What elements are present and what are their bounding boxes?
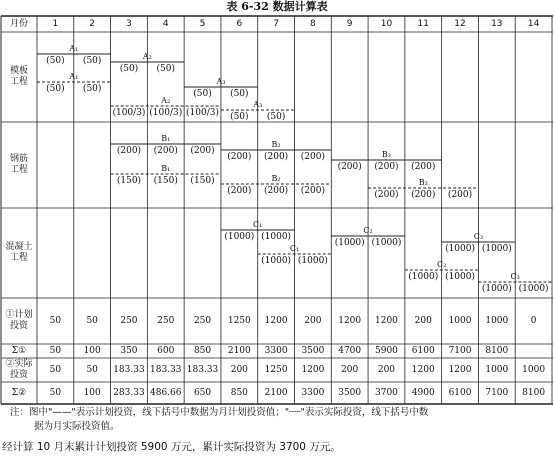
formwork-actual-bar-value: (100/3) <box>112 108 146 118</box>
formwork-plan-bar-label: A₂ <box>142 52 152 61</box>
plan-cumulative: 6100 <box>411 345 435 356</box>
header-month: 1 <box>52 19 59 29</box>
rebar-plan-bar-value: (200) <box>263 152 289 162</box>
row-label-plan-sum: Σ① <box>11 345 27 356</box>
plan-cumulative: 3500 <box>301 345 325 356</box>
concrete-actual-bar-value: (1000) <box>408 272 439 282</box>
plan-cumulative: 4700 <box>338 345 362 356</box>
rebar-plan-bar-value: (200) <box>411 162 436 172</box>
actual-value: 1200 <box>448 364 472 375</box>
rebar-plan-bar-value: (200) <box>337 162 362 172</box>
actual-cumulative: 850 <box>230 387 248 398</box>
concrete-actual-bar-value: (1000) <box>518 284 549 294</box>
formwork-plan-bar-value: (50) <box>82 56 102 66</box>
actual-value: 200 <box>341 364 359 375</box>
note-line-2: 据为月实际投资值。 <box>34 421 120 432</box>
rebar-plan-bar-value: (200) <box>300 152 325 162</box>
rebar-plan-bar-value: (200) <box>116 146 142 156</box>
plan-cumulative: 100 <box>83 345 101 356</box>
plan-cumulative: 7100 <box>448 345 472 356</box>
formwork-plan-bar-value: (50) <box>46 56 65 66</box>
footer-summary: 经计算 10 月末累计计划投资 5900 万元，累计实际投资为 3700 万元。 <box>2 441 341 453</box>
concrete-plan-bar-value: (1000) <box>481 244 512 254</box>
plan-cumulative: 2100 <box>227 345 251 356</box>
header-month: 5 <box>199 19 206 29</box>
rebar-actual-bar-value: (200) <box>374 190 399 200</box>
actual-value: 1000 <box>485 364 509 375</box>
plan-cumulative: 850 <box>193 345 212 356</box>
row-label-concrete: 混凝土 <box>5 242 33 252</box>
plan-value: 0 <box>530 315 537 326</box>
concrete-actual-bar-value: (1000) <box>481 284 512 294</box>
plan-value: 1000 <box>485 315 509 326</box>
rebar-actual-bar-value: (200) <box>227 186 252 196</box>
formwork-actual-bar-value: (50) <box>82 84 102 94</box>
plan-value: 200 <box>414 315 432 326</box>
header-month: 9 <box>346 19 353 29</box>
actual-value: 50 <box>49 364 62 375</box>
concrete-plan-bar-value: (1000) <box>261 232 292 242</box>
table-title: 表 6-32 数据计算表 <box>226 0 328 13</box>
plan-cumulative: 50 <box>49 345 62 356</box>
header-month: 4 <box>162 19 169 29</box>
concrete-actual-bar-label: C₂ <box>436 260 447 269</box>
concrete-plan-bar-value: (1000) <box>224 232 255 242</box>
concrete-plan-bar-label: C₁ <box>253 220 263 229</box>
row-label-plan: 投资 <box>9 321 29 331</box>
formwork-plan-bar-value: (50) <box>193 89 212 99</box>
formwork-actual-bar-value: (100/3) <box>149 108 183 118</box>
actual-cumulative: 486.66 <box>150 387 182 398</box>
rebar-actual-bar-value: (150) <box>190 176 215 186</box>
actual-value: 1000 <box>522 364 546 375</box>
note-line-1: 注：图中"——"表示计划投资，线下括号中数据为月计划投资值；"┄┄"表示实际投资，线下括号中数 <box>10 407 429 418</box>
plan-value: 1250 <box>227 315 251 326</box>
actual-value: 200 <box>230 364 248 375</box>
plan-value: 200 <box>304 315 322 326</box>
formwork-plan-bar-value: (50) <box>119 64 139 74</box>
row-label-formwork: 工程 <box>9 77 29 87</box>
actual-value: 1200 <box>411 364 435 375</box>
concrete-actual-bar-label: C₃ <box>510 272 520 281</box>
concrete-plan-bar-label: C₂ <box>363 226 373 235</box>
actual-value: 50 <box>86 364 98 375</box>
actual-cumulative: 650 <box>193 387 212 398</box>
plan-value: 250 <box>157 315 175 326</box>
formwork-actual-bar-label: A₂ <box>161 96 171 105</box>
actual-value: 183.33 <box>150 364 182 375</box>
plan-value: 50 <box>86 315 98 326</box>
header-month: 3 <box>126 19 132 29</box>
header-month: 10 <box>380 19 393 29</box>
concrete-actual-bar-value: (1000) <box>297 256 328 266</box>
actual-cumulative: 3300 <box>301 387 325 398</box>
row-label-formwork: 模板 <box>9 66 29 76</box>
row-label-rebar: 工程 <box>9 165 29 175</box>
actual-value: 183.33 <box>113 364 145 375</box>
actual-cumulative: 3700 <box>375 387 398 398</box>
formwork-plan-bar-value: (50) <box>156 64 175 74</box>
header-month-label: 月份 <box>9 19 29 29</box>
actual-cumulative: 2100 <box>264 387 288 398</box>
formwork-plan-bar-label: A₃ <box>216 77 226 86</box>
row-label-concrete: 工程 <box>9 253 29 263</box>
plan-cumulative: 350 <box>120 345 138 356</box>
formwork-plan-bar-value: (50) <box>230 89 249 99</box>
rebar-plan-bar-value: (200) <box>153 146 178 156</box>
rebar-plan-bar-label: B₂ <box>271 140 281 149</box>
concrete-plan-bar-label: C₃ <box>473 232 484 241</box>
rebar-actual-bar-label: B₁ <box>161 164 171 173</box>
header-month: 8 <box>310 19 316 29</box>
rebar-actual-bar-value: (150) <box>153 176 178 186</box>
actual-cumulative: 3500 <box>338 387 362 398</box>
header-month: 6 <box>236 19 243 29</box>
plan-value: 1200 <box>375 315 398 326</box>
actual-cumulative: 283.33 <box>113 387 145 398</box>
formwork-actual-bar-value: (50) <box>230 112 249 122</box>
plan-cumulative: 5900 <box>375 345 398 356</box>
rebar-actual-bar-label: B₂ <box>271 174 281 183</box>
row-label-rebar: 钢筋 <box>9 154 29 164</box>
header-month: 13 <box>491 19 503 29</box>
plan-value: 1000 <box>448 315 472 326</box>
rebar-actual-bar-value: (200) <box>300 186 325 196</box>
plan-value: 1200 <box>264 315 288 326</box>
row-label-actual: ②实际 <box>5 359 33 369</box>
actual-cumulative: 6100 <box>448 387 472 398</box>
formwork-actual-bar-label: A₃ <box>253 100 263 109</box>
concrete-actual-bar-value: (1000) <box>445 272 475 282</box>
row-label-actual-sum: Σ② <box>11 387 27 398</box>
formwork-actual-bar-value: (50) <box>46 84 65 94</box>
actual-cumulative: 8100 <box>522 387 546 398</box>
rebar-plan-bar-value: (200) <box>374 162 399 172</box>
header-month: 2 <box>89 19 96 29</box>
rebar-actual-bar-label: B₃ <box>418 178 428 187</box>
formwork-actual-bar-label: A₁ <box>69 72 79 81</box>
header-month: 14 <box>527 19 540 29</box>
rebar-actual-bar-value: (200) <box>447 190 473 200</box>
rebar-plan-bar-label: B₃ <box>381 150 391 159</box>
header-month: 12 <box>454 19 466 29</box>
plan-value: 1200 <box>338 315 362 326</box>
concrete-actual-bar-value: (1000) <box>261 256 292 266</box>
row-label-plan: ①计划 <box>5 310 33 320</box>
header-month: 11 <box>417 19 429 29</box>
actual-cumulative: 100 <box>83 387 101 398</box>
rebar-plan-bar-value: (200) <box>227 152 252 162</box>
rebar-actual-bar-value: (150) <box>116 176 142 186</box>
formwork-actual-bar-value: (100/3) <box>186 108 220 118</box>
actual-value: 183.33 <box>186 364 219 375</box>
concrete-plan-bar-value: (1000) <box>334 238 365 248</box>
formwork-actual-bar-value: (50) <box>266 112 286 122</box>
actual-cumulative: 50 <box>49 387 62 398</box>
actual-value: 1200 <box>301 364 325 375</box>
concrete-actual-bar-label: C₁ <box>289 244 300 253</box>
plan-cumulative: 8100 <box>485 345 509 356</box>
actual-cumulative: 4900 <box>411 387 435 398</box>
actual-cumulative: 7100 <box>485 387 509 398</box>
actual-value: 200 <box>377 364 396 375</box>
row-label-actual: 投资 <box>9 370 29 380</box>
rebar-plan-bar-value: (200) <box>190 146 215 156</box>
header-month: 7 <box>273 19 279 29</box>
plan-value: 50 <box>49 315 62 326</box>
plan-value: 250 <box>193 315 212 326</box>
rebar-plan-bar-label: B₁ <box>161 134 171 143</box>
concrete-plan-bar-value: (1000) <box>445 244 475 254</box>
rebar-actual-bar-value: (200) <box>263 186 289 196</box>
formwork-plan-bar-label: A₁ <box>69 44 79 53</box>
plan-value: 250 <box>120 315 138 326</box>
plan-cumulative: 3300 <box>264 345 288 356</box>
concrete-plan-bar-value: (1000) <box>371 238 402 248</box>
plan-cumulative: 600 <box>157 345 175 356</box>
actual-value: 1250 <box>264 364 288 375</box>
rebar-actual-bar-value: (200) <box>411 190 436 200</box>
